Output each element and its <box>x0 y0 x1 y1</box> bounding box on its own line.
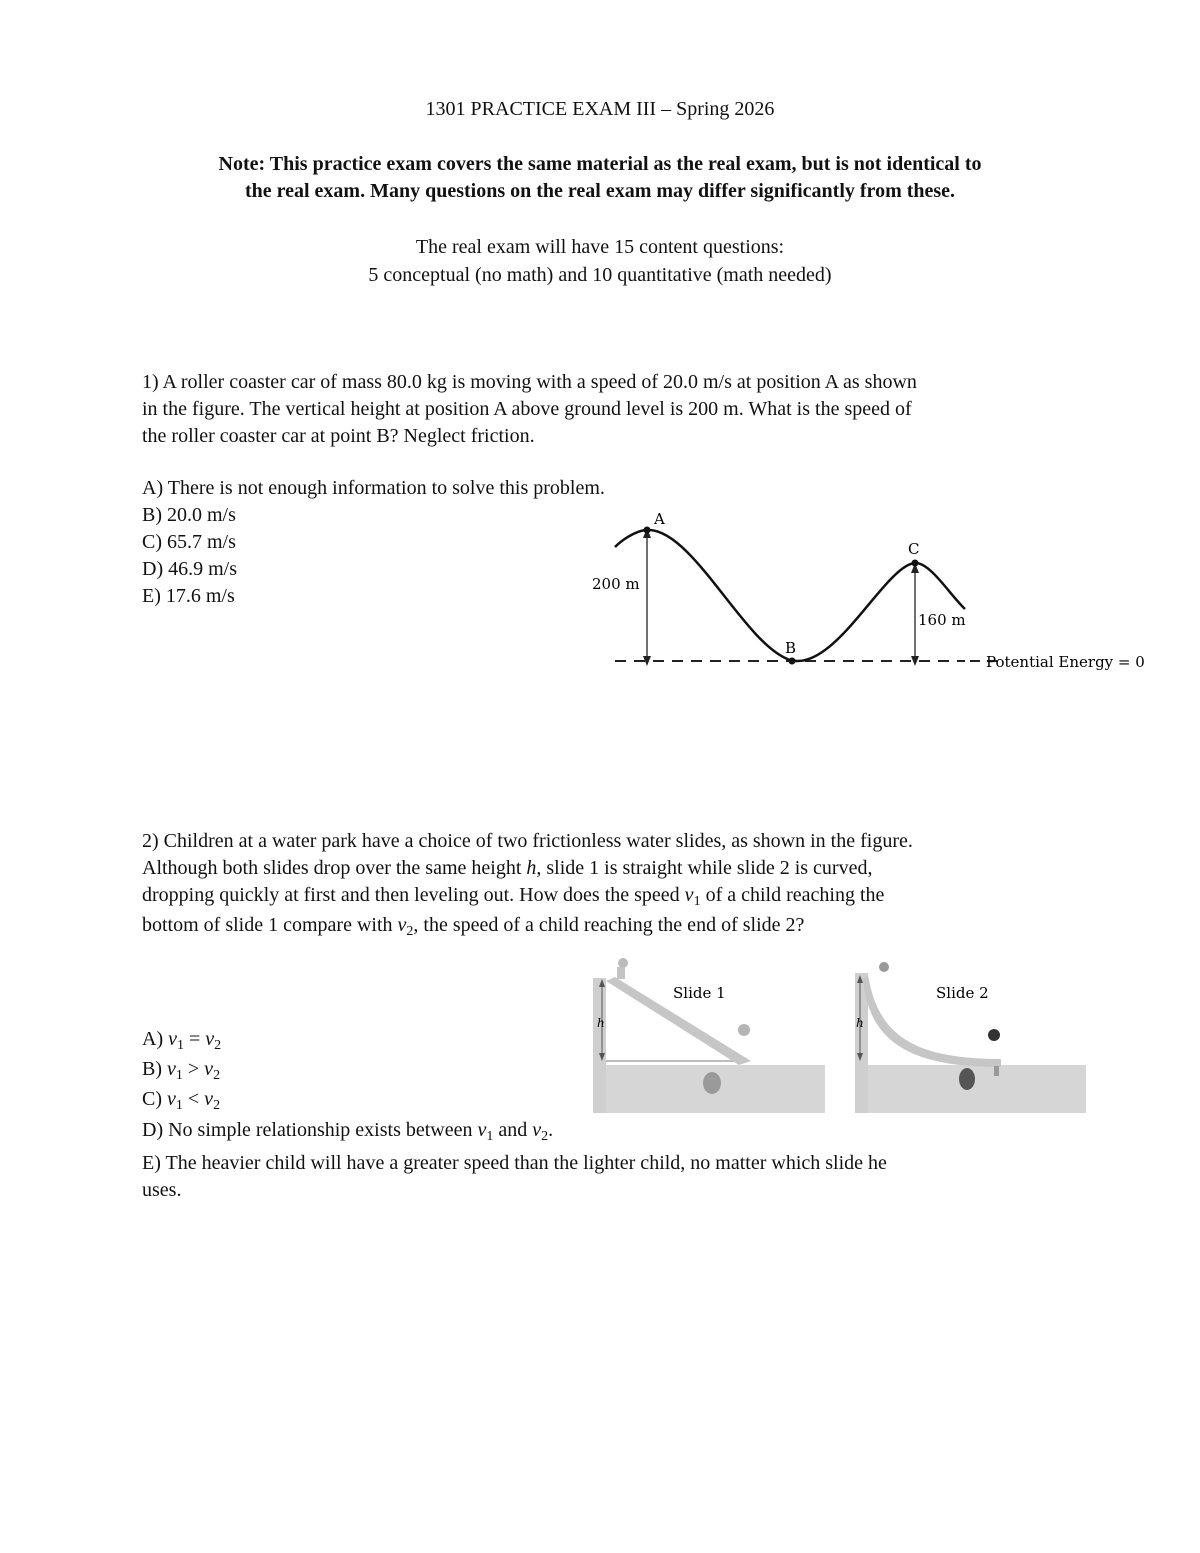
question-2-text <box>142 828 1072 939</box>
slide-2-support <box>994 1066 999 1076</box>
question-1-option-c: C) 65.7 m/s <box>142 531 236 553</box>
water-slide-figure <box>593 955 1088 1113</box>
note-line-2: the real exam. Many questions on the real exam may differ significantly from these. <box>244 180 956 202</box>
slide-2-label: Slide 2 <box>936 984 989 1002</box>
point-c-marker <box>912 560 919 567</box>
slide-1-child-swimming <box>703 1072 721 1094</box>
point-b-marker <box>789 658 796 665</box>
question-2-option-b: B) $v_1 > v_2$ <box>142 1058 221 1083</box>
question-2-line-3: dropping quickly at first and then leveling out. How does the speed $v_1$ of a child reaching the <box>142 884 885 909</box>
question-2-option-e-line-1: E) The heavier child will have a greater speed than the lighter child, no matter which slide he <box>142 1152 887 1174</box>
note-line-1: Note: This practice exam covers the same material as the real exam, but is not identical to <box>218 153 982 175</box>
slide-2-h-label: h <box>856 1016 864 1030</box>
question-2-option-a: A) $v_1 = v_2$ <box>142 1028 222 1053</box>
label-a: A <box>654 510 665 528</box>
info-line-1: The real exam will have 15 content questions: <box>415 236 785 258</box>
exam-note <box>0 151 1200 205</box>
question-2-option-e-line-2: uses. <box>142 1179 182 1201</box>
roller-coaster-figure <box>585 505 1145 680</box>
question-1-option-a: A) There is not enough information to solve this problem. <box>142 477 605 499</box>
height-a-label: 200 m <box>592 575 640 593</box>
slide-1-ladder <box>593 978 606 1113</box>
question-1-line-3: the roller coaster car at point B? Neglect friction. <box>142 425 535 447</box>
question-1-option-e: E) 17.6 m/s <box>142 585 235 607</box>
point-a-marker <box>644 527 651 534</box>
question-2-option-d: D) No simple relationship exists between $v_1$ and $v_2$. <box>142 1119 554 1144</box>
exam-info <box>0 233 1200 289</box>
exam-title: 1301 PRACTICE EXAM III – Spring 2026 <box>425 98 775 120</box>
label-c: C <box>908 540 920 558</box>
question-2-line-2: Although both slides drop over the same height h, slide 1 is straight while slide 2 is curved, <box>142 857 873 879</box>
slide-1-child-sliding <box>738 1024 750 1036</box>
question-1-option-b: B) 20.0 m/s <box>142 504 236 526</box>
question-1-line-1: 1) A roller coaster car of mass 80.0 kg is moving with a speed of 20.0 m/s at position A as shown <box>142 371 917 393</box>
question-1-text <box>142 369 1072 450</box>
height-c-label: 160 m <box>918 611 966 629</box>
question-2-option-c: C) $v_1 < v_2$ <box>142 1088 221 1113</box>
slide-2-child-top <box>879 962 889 972</box>
slide-1-child-top <box>618 958 628 968</box>
potential-energy-label: Potential Energy = 0 <box>986 653 1145 671</box>
slide-2-child-sliding <box>988 1029 1000 1041</box>
slide-1-child-top-body <box>617 967 625 979</box>
slide-1-label: Slide 1 <box>673 984 726 1002</box>
question-2-line-4: bottom of slide 1 compare with $v_2$, the speed of a child reaching the end of slide 2? <box>142 914 805 939</box>
question-2-line-1: 2) Children at a water park have a choice of two frictionless water slides, as shown in the figure. <box>142 830 913 852</box>
question-1-option-d: D) 46.9 m/s <box>142 558 237 580</box>
slide-1-h-label: h <box>597 1016 605 1030</box>
question-2-option-e <box>142 1150 1072 1204</box>
label-b: B <box>785 639 797 657</box>
slide-2-child-swimming <box>959 1068 975 1090</box>
info-line-2: 5 conceptual (no math) and 10 quantitative (math needed) <box>368 264 832 286</box>
question-1-line-2: in the figure. The vertical height at position A above ground level is 200 m. What is the speed of <box>142 398 912 420</box>
height-c-arrowhead-bottom <box>911 656 919 666</box>
